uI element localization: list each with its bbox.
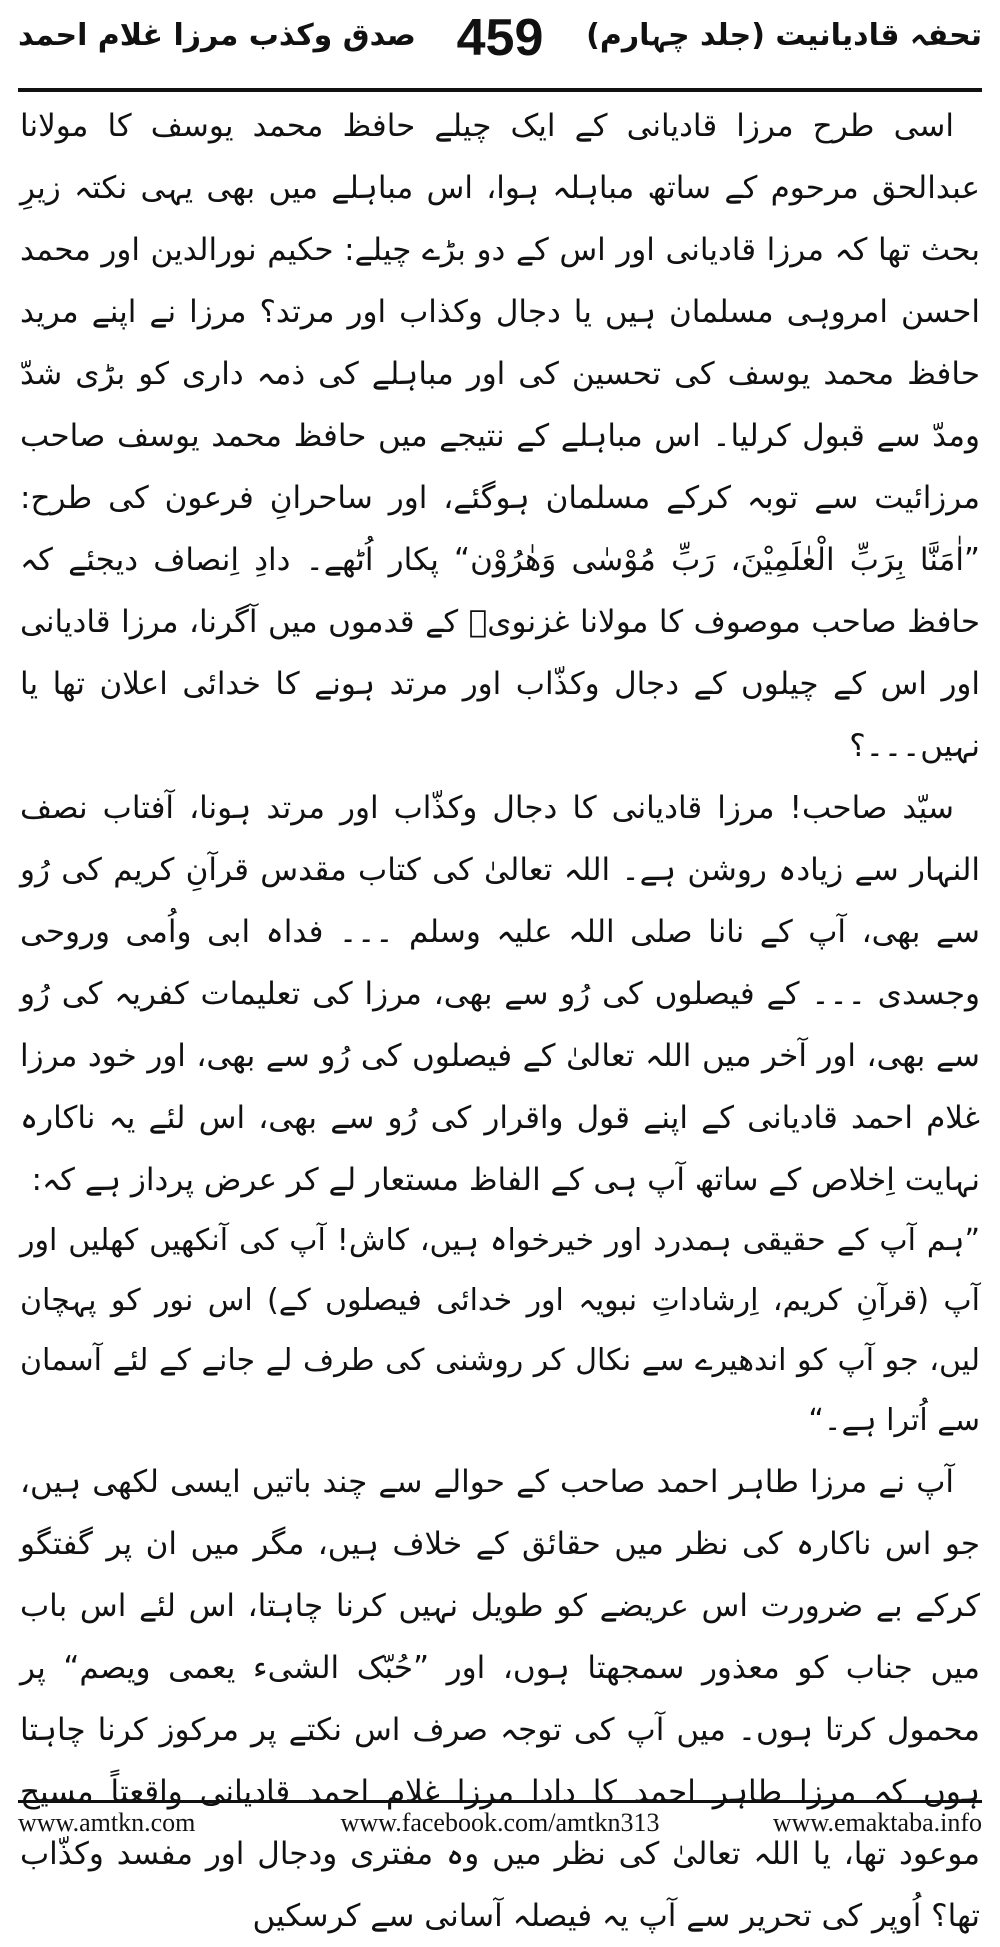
footer-rule xyxy=(18,1800,982,1803)
header-rule xyxy=(18,88,982,92)
page-number: 459 xyxy=(456,9,544,67)
paragraph-3: آپ نے مرزا طاہر احمد صاحب کے حوالے سے چند باتیں ایسی لکھی ہیں، جو اس ناکارہ کی نظر میں حقائق کے خلاف ہیں، مگر میں ان پر گفتگو کرکے بے ضرورت اس عریضے کو طویل نہیں کرنا چاہتا، اس لئے اس باب میں جناب کو معذور سمجھتا ہوں، اور ”حُبّک الشیء یعمی ویصم“ پر محمول کرتا ہوں۔ میں آپ کی توجہ صرف اس نکتے پر مرکوز کرنا چاہتا ہوں کہ مرزا طاہر احمد کا دادا مرزا غلام احمد قادیانی واقعتاً مسیح موعود تھا، یا اللہ تعالیٰ کی نظر میں وہ مفتری ودجال اور مفسد وکذّاب تھا؟ اُوپر کی تحریر سے آپ یہ فیصلہ آسانی سے کرسکیں xyxy=(20,1464,980,1934)
page-header xyxy=(18,8,982,88)
book-title: تحفہ قادیانیت (جلد چہارم) xyxy=(586,18,982,53)
chapter-title: صدق وکذب مرزا غلام احمد xyxy=(18,18,416,53)
paragraph-2: سیّد صاحب! مرزا قادیانی کا دجال وکذّاب اور مرتد ہونا، آفتاب نصف النہار سے زیادہ روشن ہے۔ اللہ تعالیٰ کی کتاب مقدس قرآنِ کریم کی رُو سے بھی، آپ کے نانا صلی اللہ علیہ وسلم ۔۔۔ فداہ ابی واُمی وروحی وجسدی ۔۔۔ کے فیصلوں کی رُو سے بھی، مرزا کی تعلیمات کفریہ کی رُو سے بھی، اور آخر میں اللہ تعالیٰ کے فیصلوں کی رُو سے بھی، اور خود مرزا غلام احمد قادیانی کے اپنے قول واقرار کی رُو سے بھی، اس لئے یہ ناکارہ نہایت اِخلاص کے ساتھ آپ ہی کے الفاظ مستعار لے کر عرض پرداز ہے کہ: xyxy=(20,790,980,1198)
footer-link-amtkn[interactable]: www.amtkn.com xyxy=(18,1808,196,1837)
paragraph-1: اسی طرح مرزا قادیانی کے ایک چیلے حافظ محمد یوسف کا مولانا عبدالحق مرحوم کے ساتھ مباہلہ ہوا، اس مباہلے میں بھی یہی نکتہ زیرِ بحث تھا کہ مرزا قادیانی اور اس کے دو بڑے چیلے: حکیم نورالدین اور محمد احسن امروہی مسلمان ہیں یا دجال وکذاب اور مرتد؟ مرزا نے اپنے مرید حافظ محمد یوسف کی تحسین کی اور مباہلے کی ذمہ داری کو بڑی شدّ ومدّ سے قبول کرلیا۔ اس مباہلے کے نتیجے میں حافظ محمد یوسف صاحب مرزائیت سے توبہ کرکے مسلمان ہوگئے، اور ساحرانِ فرعون کی طرح: ”اٰمَنَّا بِرَبِّ الْعٰلَمِیْنَ، رَبِّ مُوْسٰی وَھٰرُوْن“ پکار اُٹھے۔ دادِ اِنصاف دیجئے کہ حافظ صاحب موصوف کا مولانا غزنویؒ کے قدموں میں آگرنا، مرزا قادیانی اور اس کے چیلوں کے دجال وکذّاب اور مرتد ہونے کا خدائی اعلان تھا یا نہیں۔۔۔؟ xyxy=(20,108,980,764)
footer-link-emaktaba[interactable]: www.emaktaba.info xyxy=(772,1808,982,1837)
block-quote: ”ہم آپ کے حقیقی ہمدرد اور خیرخواہ ہیں، کاش! آپ کی آنکھیں کھلیں اور آپ (قرآنِ کریم، اِرشاداتِ نبویہ اور خدائی فیصلوں کے) اس نور کو پہچان لیں، جو آپ کو اندھیرے سے نکال کر روشنی کی طرف لے جانے کے لئے آسمان سے اُترا ہے۔“ xyxy=(20,1223,980,1438)
footer-link-facebook[interactable]: www.facebook.com/amtkn313 xyxy=(340,1808,660,1837)
page-footer xyxy=(18,1808,982,1844)
